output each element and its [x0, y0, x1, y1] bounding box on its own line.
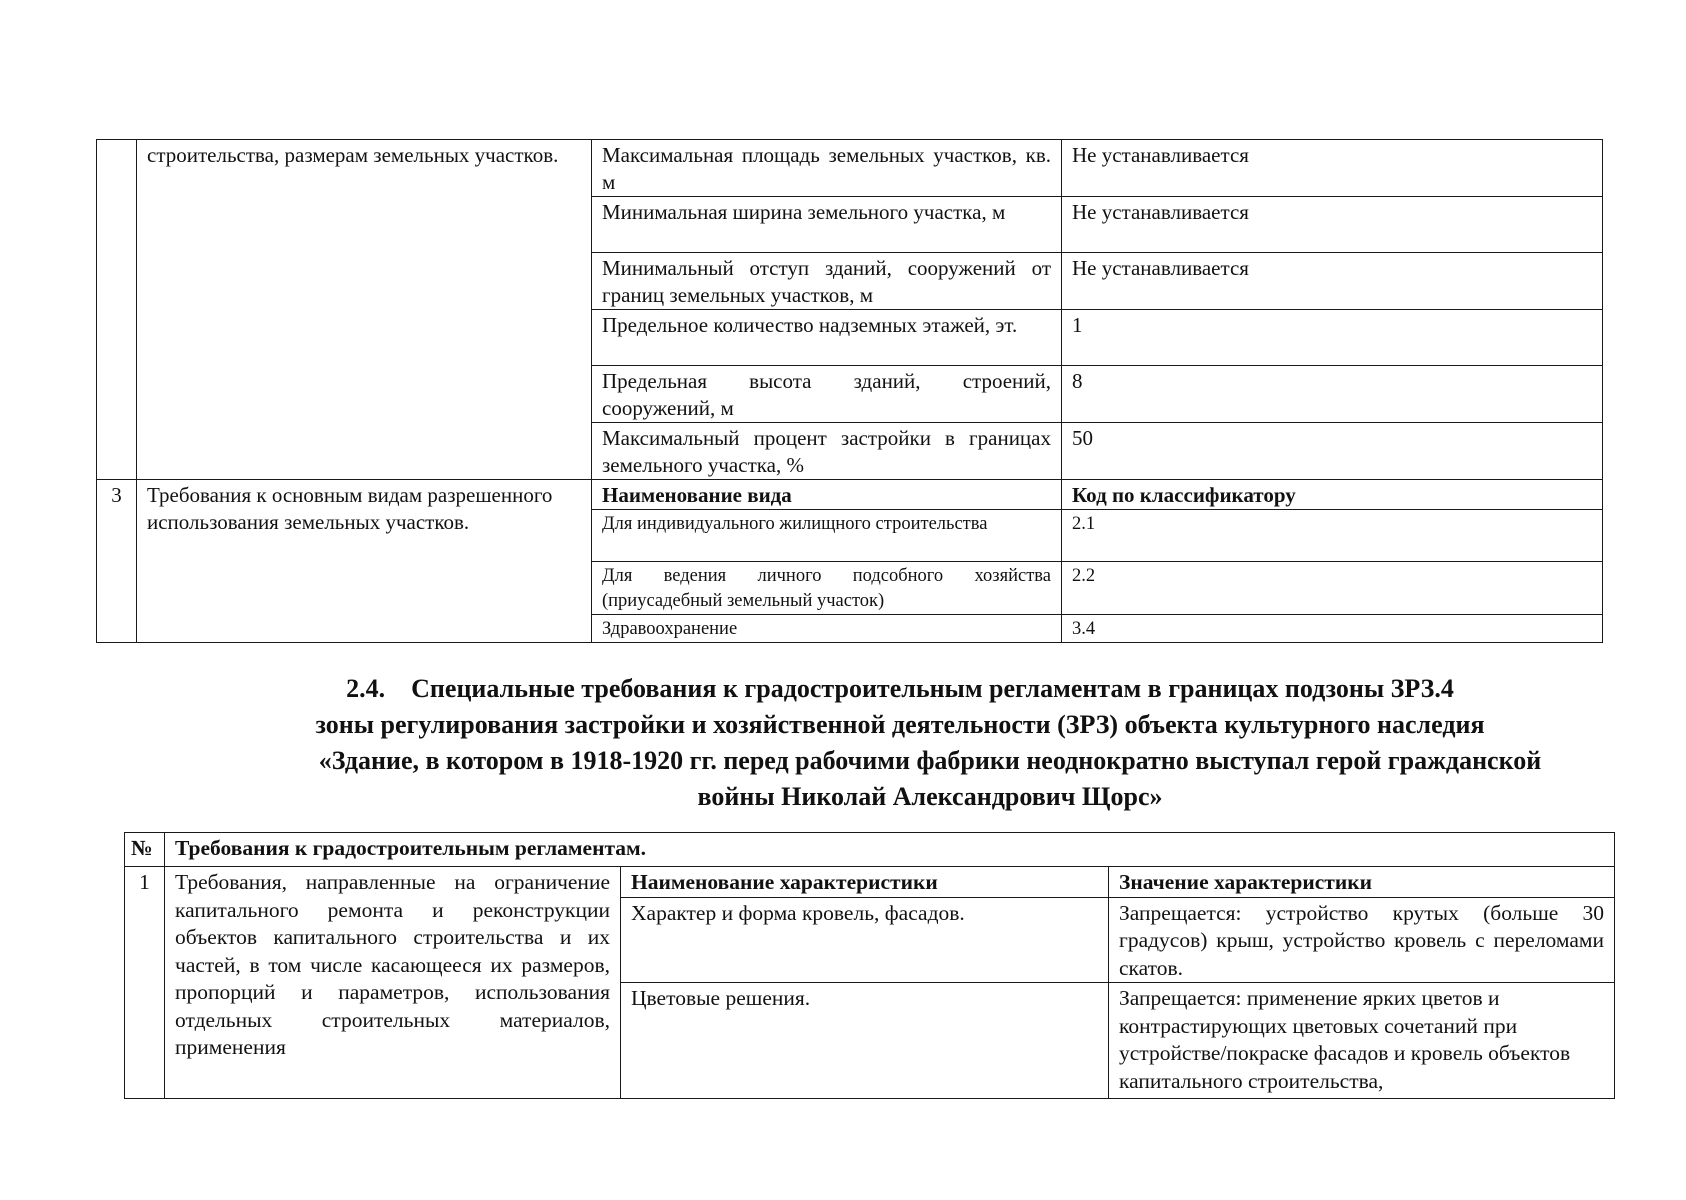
- requirement-label: Требования, направленные на ограничение капитального ремонта и реконструкции объектов капитального строительства и их частей, в том числе касающееся их размеров, пропорций и параметров, использования отдельных строительных материалов, применения: [165, 867, 621, 1099]
- kind-code: 3.4: [1062, 615, 1603, 643]
- land-parameters-table: [96, 139, 1603, 643]
- regulations-table: [124, 832, 1615, 1099]
- number-header: №: [125, 833, 165, 867]
- param-name: Предельное количество надземных этажей, эт.: [592, 310, 1062, 366]
- kind-code: 2.2: [1062, 562, 1603, 615]
- row-number-cell: [97, 140, 137, 480]
- characteristic-name: Характер и форма кровель, фасадов.: [621, 897, 1109, 983]
- section-heading: [190, 671, 1610, 815]
- column-header-code: Код по классификатору: [1062, 480, 1603, 510]
- heading-line: войны Николай Александрович Щорс»: [697, 782, 1163, 811]
- table-title: Требования к градостроительным регламентам.: [165, 833, 1615, 867]
- param-name: Предельная высота зданий, строений, сооружений, м: [592, 366, 1062, 423]
- param-value: 50: [1062, 423, 1603, 480]
- column-header-value: Значение характеристики: [1109, 867, 1615, 898]
- param-value: 1: [1062, 310, 1603, 366]
- characteristic-name: Цветовые решения.: [621, 983, 1109, 1099]
- param-value: Не устанавливается: [1062, 140, 1603, 197]
- param-value: 8: [1062, 366, 1603, 423]
- characteristic-value: Запрещается: применение ярких цветов и контрастирующих цветовых сочетаний при устройстве/покраске фасадов и кровель объектов капитального строительства,: [1109, 983, 1615, 1099]
- column-header-kind: Наименование вида: [592, 480, 1062, 510]
- kind-name: Здравоохранение: [592, 615, 1062, 643]
- kind-name: Для индивидуального жилищного строительства: [592, 510, 1062, 562]
- param-value: Не устанавливается: [1062, 197, 1603, 253]
- row-number: 1: [125, 867, 165, 1099]
- characteristic-value: Запрещается: устройство крутых (больше 30 градусов) крыш, устройство кровель с переломами скатов.: [1109, 897, 1615, 983]
- param-value: Не устанавливается: [1062, 253, 1603, 310]
- param-name: Минимальная ширина земельного участка, м: [592, 197, 1062, 253]
- kind-code: 2.1: [1062, 510, 1603, 562]
- requirement-label: строительства, размерам земельных участков.: [137, 140, 592, 480]
- param-name: Минимальный отступ зданий, сооружений от границ земельных участков, м: [592, 253, 1062, 310]
- param-name: Максимальный процент застройки в границах земельного участка, %: [592, 423, 1062, 480]
- heading-line: зоны регулирования застройки и хозяйственной деятельности (ЗРЗ) объекта культурного наследия: [315, 710, 1485, 739]
- kind-name: Для ведения личного подсобного хозяйства (приусадебный земельный участок): [592, 562, 1062, 615]
- column-header-name: Наименование характеристики: [621, 867, 1109, 898]
- heading-line: 2.4. Специальные требования к градостроительным регламентам в границах подзоны ЗРЗ.4: [346, 674, 1454, 703]
- param-name: Максимальная площадь земельных участков, кв. м: [592, 140, 1062, 197]
- heading-line: «Здание, в котором в 1918-1920 гг. перед рабочими фабрики неоднократно выступал герой гражданской: [318, 746, 1542, 775]
- requirement-label: Требования к основным видам разрешенного использования земельных участков.: [137, 480, 592, 643]
- row-number: 3: [97, 480, 137, 643]
